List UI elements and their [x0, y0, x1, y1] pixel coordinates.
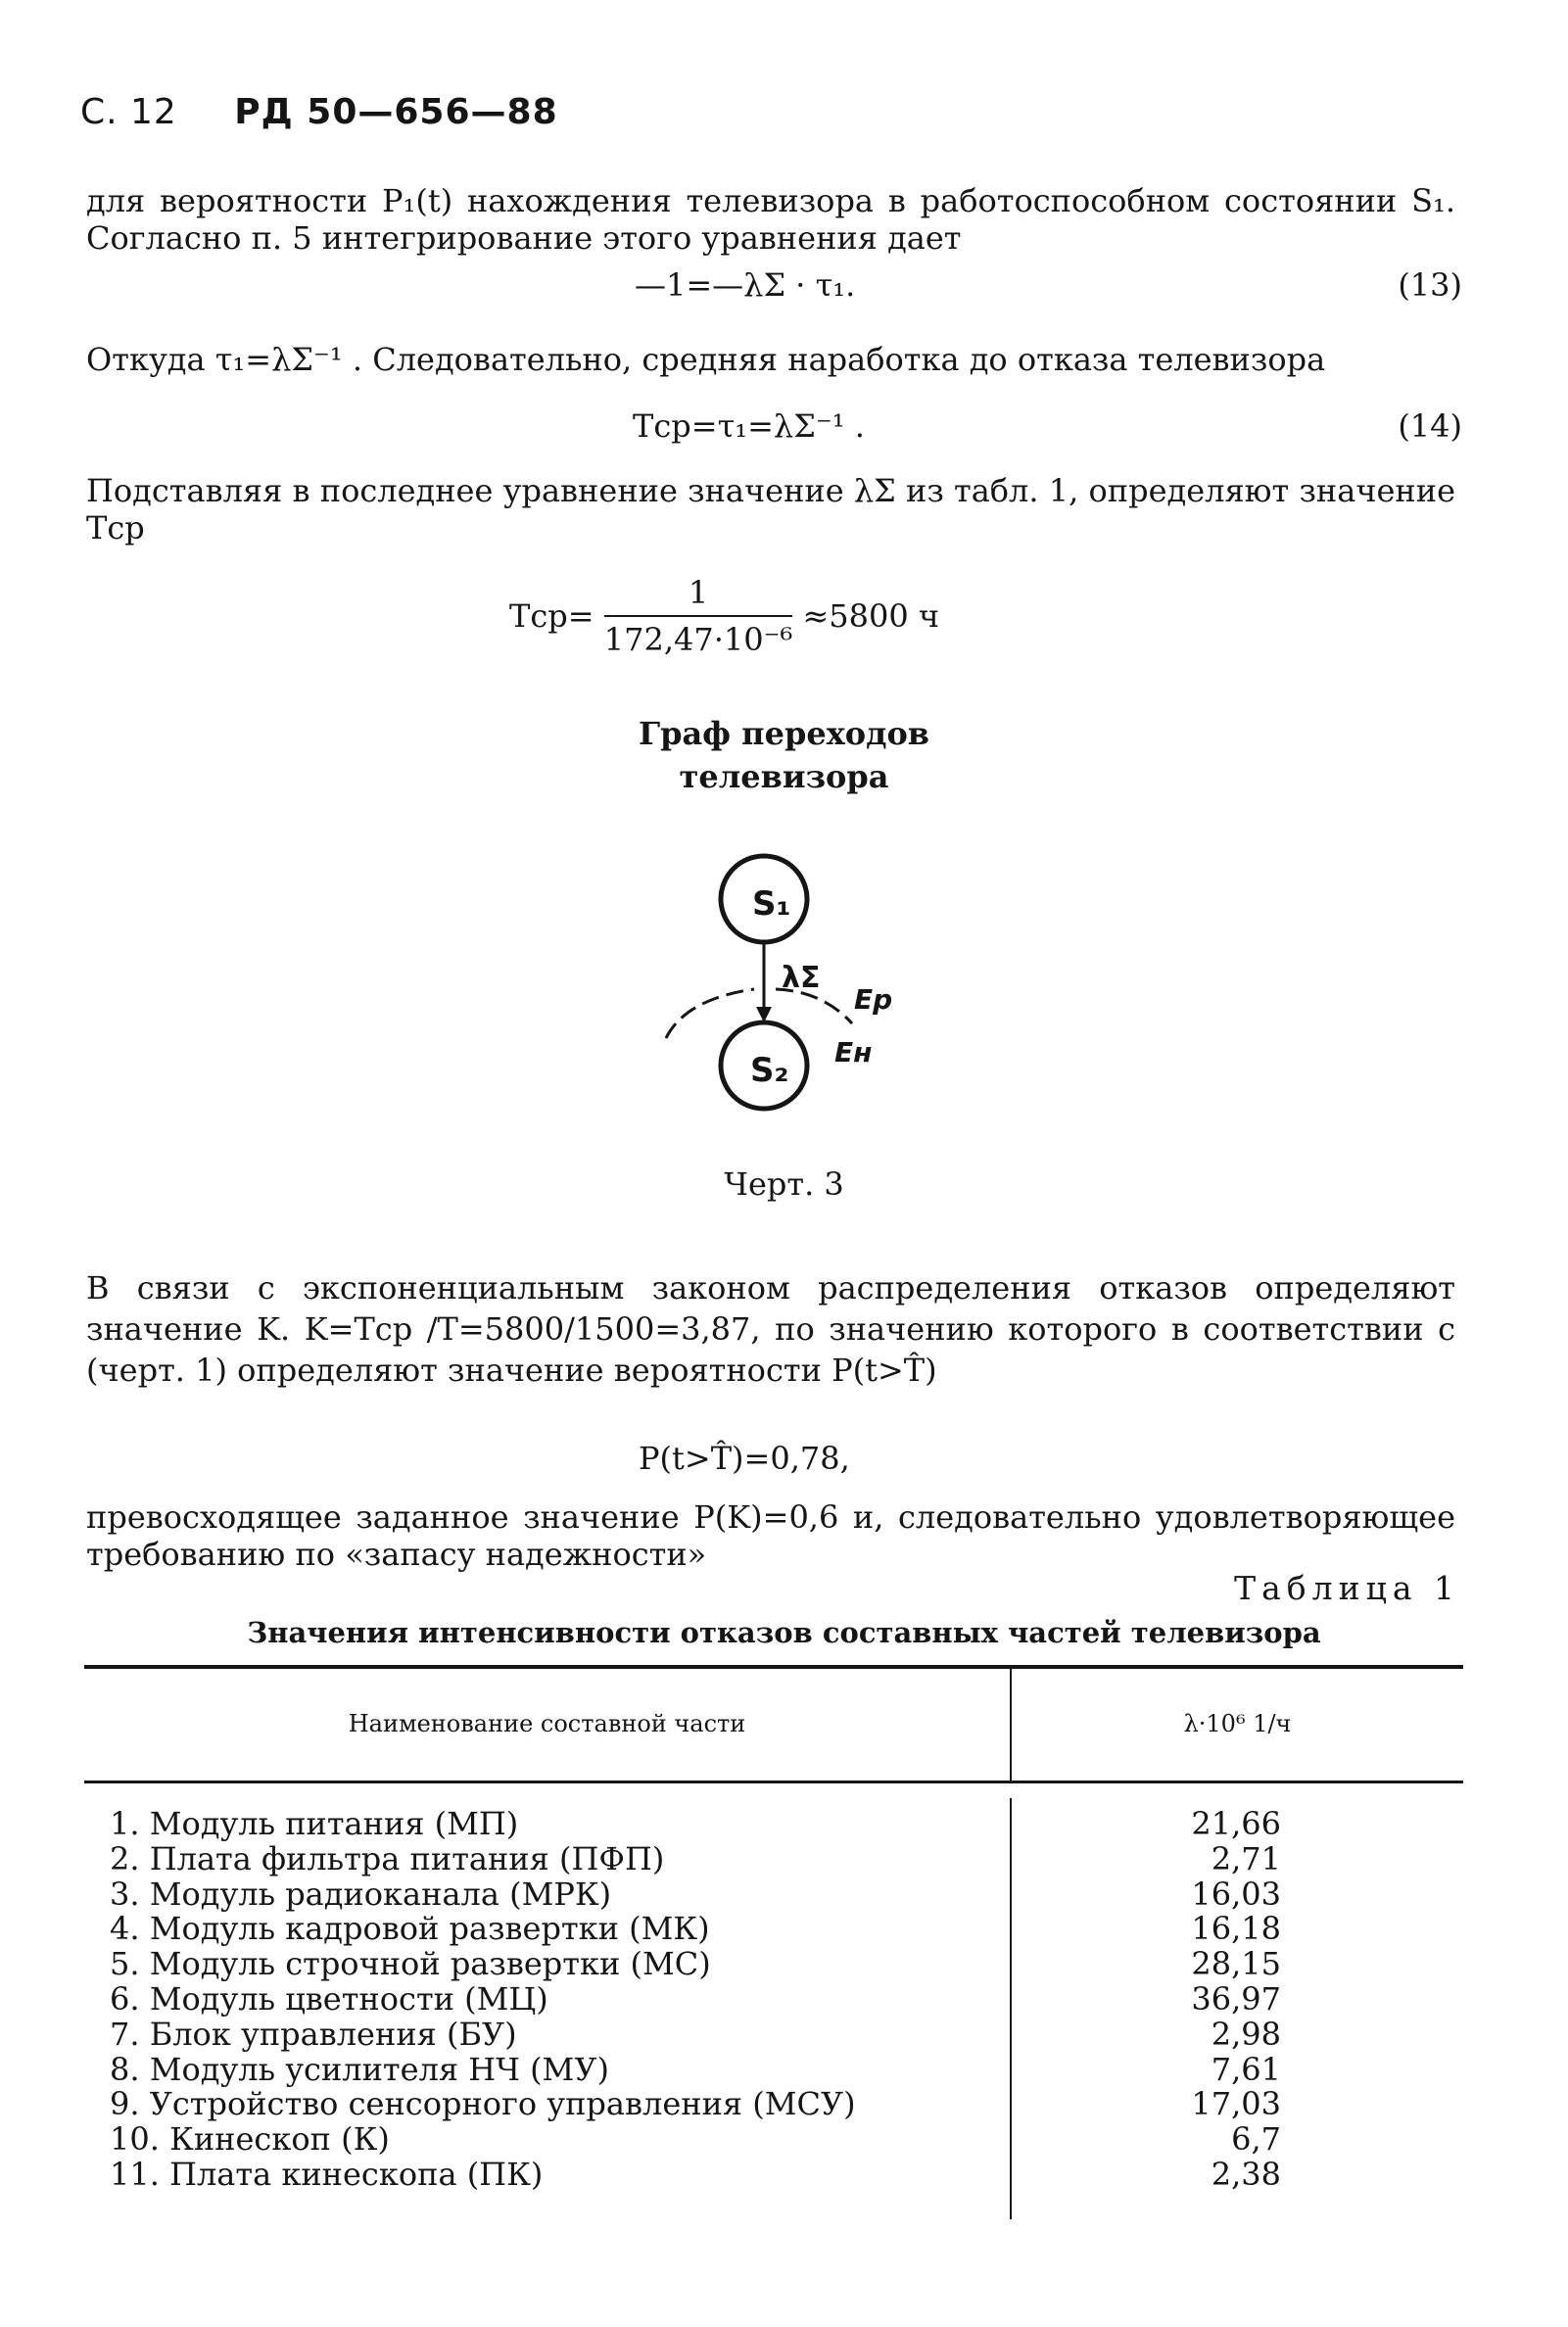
node-s2-label: S₂ [750, 1051, 789, 1090]
table-row-name: 2. Плата фильтра питания (ПФП) [110, 1840, 665, 1877]
equation-16: P(t>T̂)=0,78, [639, 1440, 850, 1477]
table-row-value: 2,71 [1211, 1840, 1281, 1877]
equation-15-fraction [604, 574, 793, 658]
equation-15-rhs: ≈5800 ч [802, 597, 940, 635]
graph-title-line-2: телевизора [679, 758, 889, 795]
table-row-name: 4. Модуль кадровой развертки (МК) [110, 1910, 710, 1947]
paragraph-5: превосходящее заданное значение P(K)=0,6 и, следовательно удовлетворяющее требованию по «запасу надежности» [86, 1498, 1455, 1573]
equation-14: Tср=τ₁=λΣ⁻¹ . [633, 407, 865, 445]
body-column-divider [1010, 1798, 1012, 2219]
graph-title-line-1: Граф переходов [638, 715, 930, 752]
paragraph-1: для вероятности P₁(t) нахождения телевизора в работоспособном состоянии S₁. Согласно п. 5 интегрирование этого уравнения дает [86, 182, 1455, 257]
figure-caption: Черт. 3 [724, 1165, 844, 1203]
table-row-value: 21,66 [1191, 1805, 1281, 1842]
document-code: РД 50—656—88 [234, 92, 558, 132]
node-s1-label: S₁ [752, 884, 791, 924]
paragraph-4: В связи с экспоненциальным законом распределения отказов определяют значение K. K=Tср /T=5800/1500=3,87, по значению которого в соответствии с (черт. 1) определяют значение вероятности P(t>T̂) [86, 1269, 1455, 1389]
table-row-name: 11. Плата кинескопа (ПК) [110, 2156, 544, 2193]
equation-15 [509, 574, 939, 658]
equation-13-number: (13) [1398, 266, 1462, 304]
table-row-value: 6,7 [1231, 2120, 1281, 2158]
table-row-value: 2,98 [1211, 2016, 1281, 2053]
table-row-value: 36,97 [1191, 1980, 1281, 2018]
paragraph-3: Подставляя в последнее уравнение значение λΣ из табл. 1, определяют значение Tср [86, 472, 1455, 546]
page-header [80, 92, 558, 132]
fraction-denominator: 172,47·10⁻⁶ [603, 621, 793, 658]
column-header-value: λ·10⁶ 1/ч [1183, 1710, 1292, 1737]
equation-15-lhs: Tср= [509, 597, 594, 635]
table-row-name: 10. Кинескоп (К) [110, 2120, 390, 2158]
region-ep-label: Eр [854, 983, 893, 1016]
table-row-name: 9. Устройство сенсорного управления (МСУ) [110, 2085, 856, 2122]
table-row-name: 1. Модуль питания (МП) [110, 1805, 519, 1842]
table-row-value: 28,15 [1191, 1945, 1281, 1982]
fraction-numerator: 1 [604, 574, 793, 617]
equation-14-number: (14) [1398, 407, 1462, 445]
paragraph-2: Откуда τ₁=λΣ⁻¹ . Следовательно, средняя наработка до отказа телевизора [86, 341, 1326, 378]
table-row-value: 2,38 [1211, 2156, 1281, 2193]
table-row-value: 7,61 [1211, 2051, 1281, 2088]
transition-graph [646, 842, 940, 1126]
table-row-name: 5. Модуль строчной развертки (МС) [110, 1945, 711, 1982]
table-row-name: 8. Модуль усилителя НЧ (МУ) [110, 2051, 609, 2088]
page-number: С. 12 [80, 92, 177, 132]
table-row-value: 17,03 [1191, 2085, 1281, 2122]
equation-13: —1=—λΣ · τ₁. [635, 266, 856, 304]
table-row-value: 16,18 [1191, 1910, 1281, 1947]
table-row-name: 6. Модуль цветности (МЦ) [110, 1980, 548, 2018]
region-en-label: Eн [834, 1036, 873, 1069]
arrowhead [756, 1007, 772, 1022]
table-row-value: 16,03 [1191, 1876, 1281, 1913]
table-title: Значения интенсивности отказов составных частей телевизора [247, 1616, 1321, 1649]
edge-lambda-label: λΣ [782, 961, 821, 995]
table-header-rule [84, 1781, 1463, 1783]
table-label: Таблица 1 [1234, 1569, 1460, 1607]
column-header-name: Наименование составной части [348, 1710, 746, 1737]
table-row-name: 3. Модуль радиоканала (МРК) [110, 1876, 612, 1913]
table-row-name: 7. Блок управления (БУ) [110, 2016, 517, 2053]
table-top-rule [84, 1665, 1463, 1669]
